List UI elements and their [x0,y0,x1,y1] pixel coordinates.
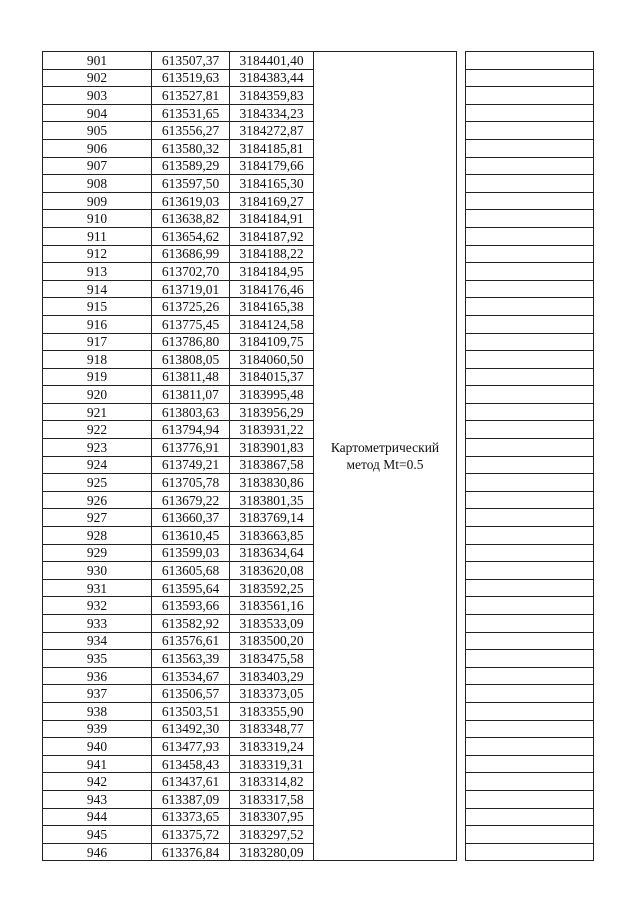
point-number-cell: 939 [43,720,152,738]
empty-cell [466,403,594,421]
point-number-cell: 908 [43,175,152,193]
y-coordinate-cell: 3183663,85 [230,527,314,545]
point-number-cell: 931 [43,579,152,597]
x-coordinate-cell: 613599,03 [152,544,230,562]
y-coordinate-cell: 3183297,52 [230,826,314,844]
x-coordinate-cell: 613605,68 [152,562,230,580]
y-coordinate-cell: 3183620,08 [230,562,314,580]
empty-cell [466,122,594,140]
column-gap [457,491,466,509]
x-coordinate-cell: 613582,92 [152,615,230,633]
empty-cell [466,157,594,175]
empty-cell [466,755,594,773]
point-number-cell: 912 [43,245,152,263]
empty-cell [466,650,594,668]
empty-cell [466,790,594,808]
y-coordinate-cell: 3183592,25 [230,579,314,597]
point-number-cell: 911 [43,227,152,245]
point-number-cell: 919 [43,368,152,386]
column-gap [457,386,466,404]
y-coordinate-cell: 3184109,75 [230,333,314,351]
x-coordinate-cell: 613808,05 [152,351,230,369]
x-coordinate-cell: 613705,78 [152,474,230,492]
column-gap [457,773,466,791]
column-gap [457,667,466,685]
point-number-cell: 930 [43,562,152,580]
x-coordinate-cell: 613775,45 [152,315,230,333]
column-gap [457,122,466,140]
point-number-cell: 927 [43,509,152,527]
x-coordinate-cell: 613811,07 [152,386,230,404]
x-coordinate-cell: 613679,22 [152,491,230,509]
point-number-cell: 913 [43,263,152,281]
point-number-cell: 925 [43,474,152,492]
empty-cell [466,175,594,193]
empty-cell [466,843,594,861]
empty-cell [466,439,594,457]
point-number-cell: 933 [43,615,152,633]
column-gap [457,456,466,474]
empty-cell [466,738,594,756]
empty-cell [466,667,594,685]
y-coordinate-cell: 3184272,87 [230,122,314,140]
empty-cell [466,562,594,580]
method-line-2: метод Mt=0.5 [346,457,424,473]
y-coordinate-cell: 3183561,16 [230,597,314,615]
empty-cell [466,474,594,492]
empty-cell [466,333,594,351]
empty-cell [466,615,594,633]
empty-cell [466,720,594,738]
x-coordinate-cell: 613595,64 [152,579,230,597]
empty-cell [466,298,594,316]
column-gap [457,632,466,650]
y-coordinate-cell: 3183373,05 [230,685,314,703]
y-coordinate-cell: 3184165,38 [230,298,314,316]
column-gap [457,579,466,597]
column-gap [457,368,466,386]
point-number-cell: 942 [43,773,152,791]
column-gap [457,720,466,738]
point-number-cell: 903 [43,87,152,105]
column-gap [457,210,466,228]
y-coordinate-cell: 3184176,46 [230,280,314,298]
x-coordinate-cell: 613506,57 [152,685,230,703]
point-number-cell: 921 [43,403,152,421]
column-gap [457,157,466,175]
y-coordinate-cell: 3183634,64 [230,544,314,562]
point-number-cell: 920 [43,386,152,404]
column-gap [457,562,466,580]
y-coordinate-cell: 3183475,58 [230,650,314,668]
x-coordinate-cell: 613458,43 [152,755,230,773]
point-number-cell: 905 [43,122,152,140]
empty-cell [466,509,594,527]
method-line-1: Картометрический [330,440,440,456]
column-gap [457,403,466,421]
empty-cell [466,826,594,844]
column-gap [457,650,466,668]
empty-cell [466,192,594,210]
column-gap [457,808,466,826]
point-number-cell: 914 [43,280,152,298]
x-coordinate-cell: 613589,29 [152,157,230,175]
y-coordinate-cell: 3183533,09 [230,615,314,633]
column-gap [457,280,466,298]
empty-cell [466,315,594,333]
column-gap [457,702,466,720]
column-gap [457,597,466,615]
empty-cell [466,139,594,157]
empty-cell [466,491,594,509]
empty-cell [466,527,594,545]
empty-cell [466,263,594,281]
point-number-cell: 917 [43,333,152,351]
y-coordinate-cell: 3184165,30 [230,175,314,193]
x-coordinate-cell: 613580,32 [152,139,230,157]
x-coordinate-cell: 613803,63 [152,403,230,421]
empty-cell [466,280,594,298]
point-number-cell: 924 [43,456,152,474]
point-number-cell: 922 [43,421,152,439]
empty-cell [466,69,594,87]
column-gap [457,738,466,756]
y-coordinate-cell: 3183956,29 [230,403,314,421]
point-number-cell: 945 [43,826,152,844]
x-coordinate-cell: 613597,50 [152,175,230,193]
x-coordinate-cell: 613725,26 [152,298,230,316]
x-coordinate-cell: 613375,72 [152,826,230,844]
column-gap [457,245,466,263]
point-number-cell: 928 [43,527,152,545]
x-coordinate-cell: 613776,91 [152,439,230,457]
x-coordinate-cell: 613556,27 [152,122,230,140]
empty-cell [466,368,594,386]
empty-cell [466,421,594,439]
x-coordinate-cell: 613563,39 [152,650,230,668]
x-coordinate-cell: 613638,82 [152,210,230,228]
column-gap [457,104,466,122]
x-coordinate-cell: 613786,80 [152,333,230,351]
coordinate-table [42,51,594,861]
empty-cell [466,544,594,562]
y-coordinate-cell: 3184185,81 [230,139,314,157]
y-coordinate-cell: 3184359,83 [230,87,314,105]
point-number-cell: 941 [43,755,152,773]
x-coordinate-cell: 613719,01 [152,280,230,298]
y-coordinate-cell: 3183901,83 [230,439,314,457]
point-number-cell: 915 [43,298,152,316]
point-number-cell: 946 [43,843,152,861]
empty-cell [466,808,594,826]
y-coordinate-cell: 3183319,31 [230,755,314,773]
point-number-cell: 907 [43,157,152,175]
point-number-cell: 932 [43,597,152,615]
x-coordinate-cell: 613686,99 [152,245,230,263]
column-gap [457,69,466,87]
x-coordinate-cell: 613576,61 [152,632,230,650]
point-number-cell: 916 [43,315,152,333]
point-number-cell: 936 [43,667,152,685]
x-coordinate-cell: 613373,65 [152,808,230,826]
x-coordinate-cell: 613519,63 [152,69,230,87]
column-gap [457,755,466,773]
point-number-cell: 940 [43,738,152,756]
empty-cell [466,52,594,70]
x-coordinate-cell: 613610,45 [152,527,230,545]
method-cell [314,52,457,861]
y-coordinate-cell: 3183830,86 [230,474,314,492]
column-gap [457,263,466,281]
column-gap [457,843,466,861]
point-number-cell: 934 [43,632,152,650]
empty-cell [466,351,594,369]
x-coordinate-cell: 613507,37 [152,52,230,70]
column-gap [457,826,466,844]
y-coordinate-cell: 3183307,95 [230,808,314,826]
x-coordinate-cell: 613593,66 [152,597,230,615]
empty-cell [466,210,594,228]
x-coordinate-cell: 613660,37 [152,509,230,527]
y-coordinate-cell: 3183355,90 [230,702,314,720]
empty-cell [466,597,594,615]
column-gap [457,192,466,210]
column-gap [457,351,466,369]
column-gap [457,139,466,157]
empty-cell [466,773,594,791]
x-coordinate-cell: 613531,65 [152,104,230,122]
y-coordinate-cell: 3184015,37 [230,368,314,386]
y-coordinate-cell: 3184179,66 [230,157,314,175]
empty-cell [466,685,594,703]
empty-cell [466,104,594,122]
point-number-cell: 929 [43,544,152,562]
y-coordinate-cell: 3183319,24 [230,738,314,756]
y-coordinate-cell: 3183801,35 [230,491,314,509]
empty-cell [466,456,594,474]
column-gap [457,439,466,457]
column-gap [457,315,466,333]
y-coordinate-cell: 3184169,27 [230,192,314,210]
empty-cell [466,632,594,650]
y-coordinate-cell: 3183348,77 [230,720,314,738]
column-gap [457,790,466,808]
y-coordinate-cell: 3183314,82 [230,773,314,791]
y-coordinate-cell: 3183500,20 [230,632,314,650]
x-coordinate-cell: 613811,48 [152,368,230,386]
point-number-cell: 937 [43,685,152,703]
empty-cell [466,386,594,404]
column-gap [457,474,466,492]
table-row [43,52,594,70]
point-number-cell: 909 [43,192,152,210]
column-gap [457,685,466,703]
point-number-cell: 923 [43,439,152,457]
point-number-cell: 918 [43,351,152,369]
point-number-cell: 935 [43,650,152,668]
column-gap [457,52,466,70]
y-coordinate-cell: 3184060,50 [230,351,314,369]
x-coordinate-cell: 613749,21 [152,456,230,474]
point-number-cell: 910 [43,210,152,228]
empty-cell [466,702,594,720]
y-coordinate-cell: 3184383,44 [230,69,314,87]
column-gap [457,333,466,351]
y-coordinate-cell: 3183769,14 [230,509,314,527]
coordinate-table-body [43,52,594,861]
empty-cell [466,245,594,263]
y-coordinate-cell: 3184124,58 [230,315,314,333]
y-coordinate-cell: 3184188,22 [230,245,314,263]
y-coordinate-cell: 3184184,91 [230,210,314,228]
point-number-cell: 906 [43,139,152,157]
x-coordinate-cell: 613492,30 [152,720,230,738]
empty-cell [466,227,594,245]
point-number-cell: 943 [43,790,152,808]
x-coordinate-cell: 613376,84 [152,843,230,861]
y-coordinate-cell: 3183995,48 [230,386,314,404]
x-coordinate-cell: 613503,51 [152,702,230,720]
column-gap [457,544,466,562]
x-coordinate-cell: 613437,61 [152,773,230,791]
y-coordinate-cell: 3184184,95 [230,263,314,281]
column-gap [457,175,466,193]
y-coordinate-cell: 3184334,23 [230,104,314,122]
x-coordinate-cell: 613527,81 [152,87,230,105]
column-gap [457,227,466,245]
x-coordinate-cell: 613702,70 [152,263,230,281]
x-coordinate-cell: 613477,93 [152,738,230,756]
point-number-cell: 902 [43,69,152,87]
y-coordinate-cell: 3183931,22 [230,421,314,439]
point-number-cell: 944 [43,808,152,826]
y-coordinate-cell: 3183867,58 [230,456,314,474]
column-gap [457,615,466,633]
y-coordinate-cell: 3184401,40 [230,52,314,70]
x-coordinate-cell: 613619,03 [152,192,230,210]
column-gap [457,421,466,439]
point-number-cell: 904 [43,104,152,122]
x-coordinate-cell: 613534,67 [152,667,230,685]
empty-cell [466,579,594,597]
column-gap [457,509,466,527]
y-coordinate-cell: 3184187,92 [230,227,314,245]
x-coordinate-cell: 613387,09 [152,790,230,808]
column-gap [457,298,466,316]
y-coordinate-cell: 3183280,09 [230,843,314,861]
column-gap [457,527,466,545]
point-number-cell: 901 [43,52,152,70]
empty-cell [466,87,594,105]
x-coordinate-cell: 613654,62 [152,227,230,245]
point-number-cell: 938 [43,702,152,720]
point-number-cell: 926 [43,491,152,509]
column-gap [457,87,466,105]
x-coordinate-cell: 613794,94 [152,421,230,439]
y-coordinate-cell: 3183403,29 [230,667,314,685]
y-coordinate-cell: 3183317,58 [230,790,314,808]
